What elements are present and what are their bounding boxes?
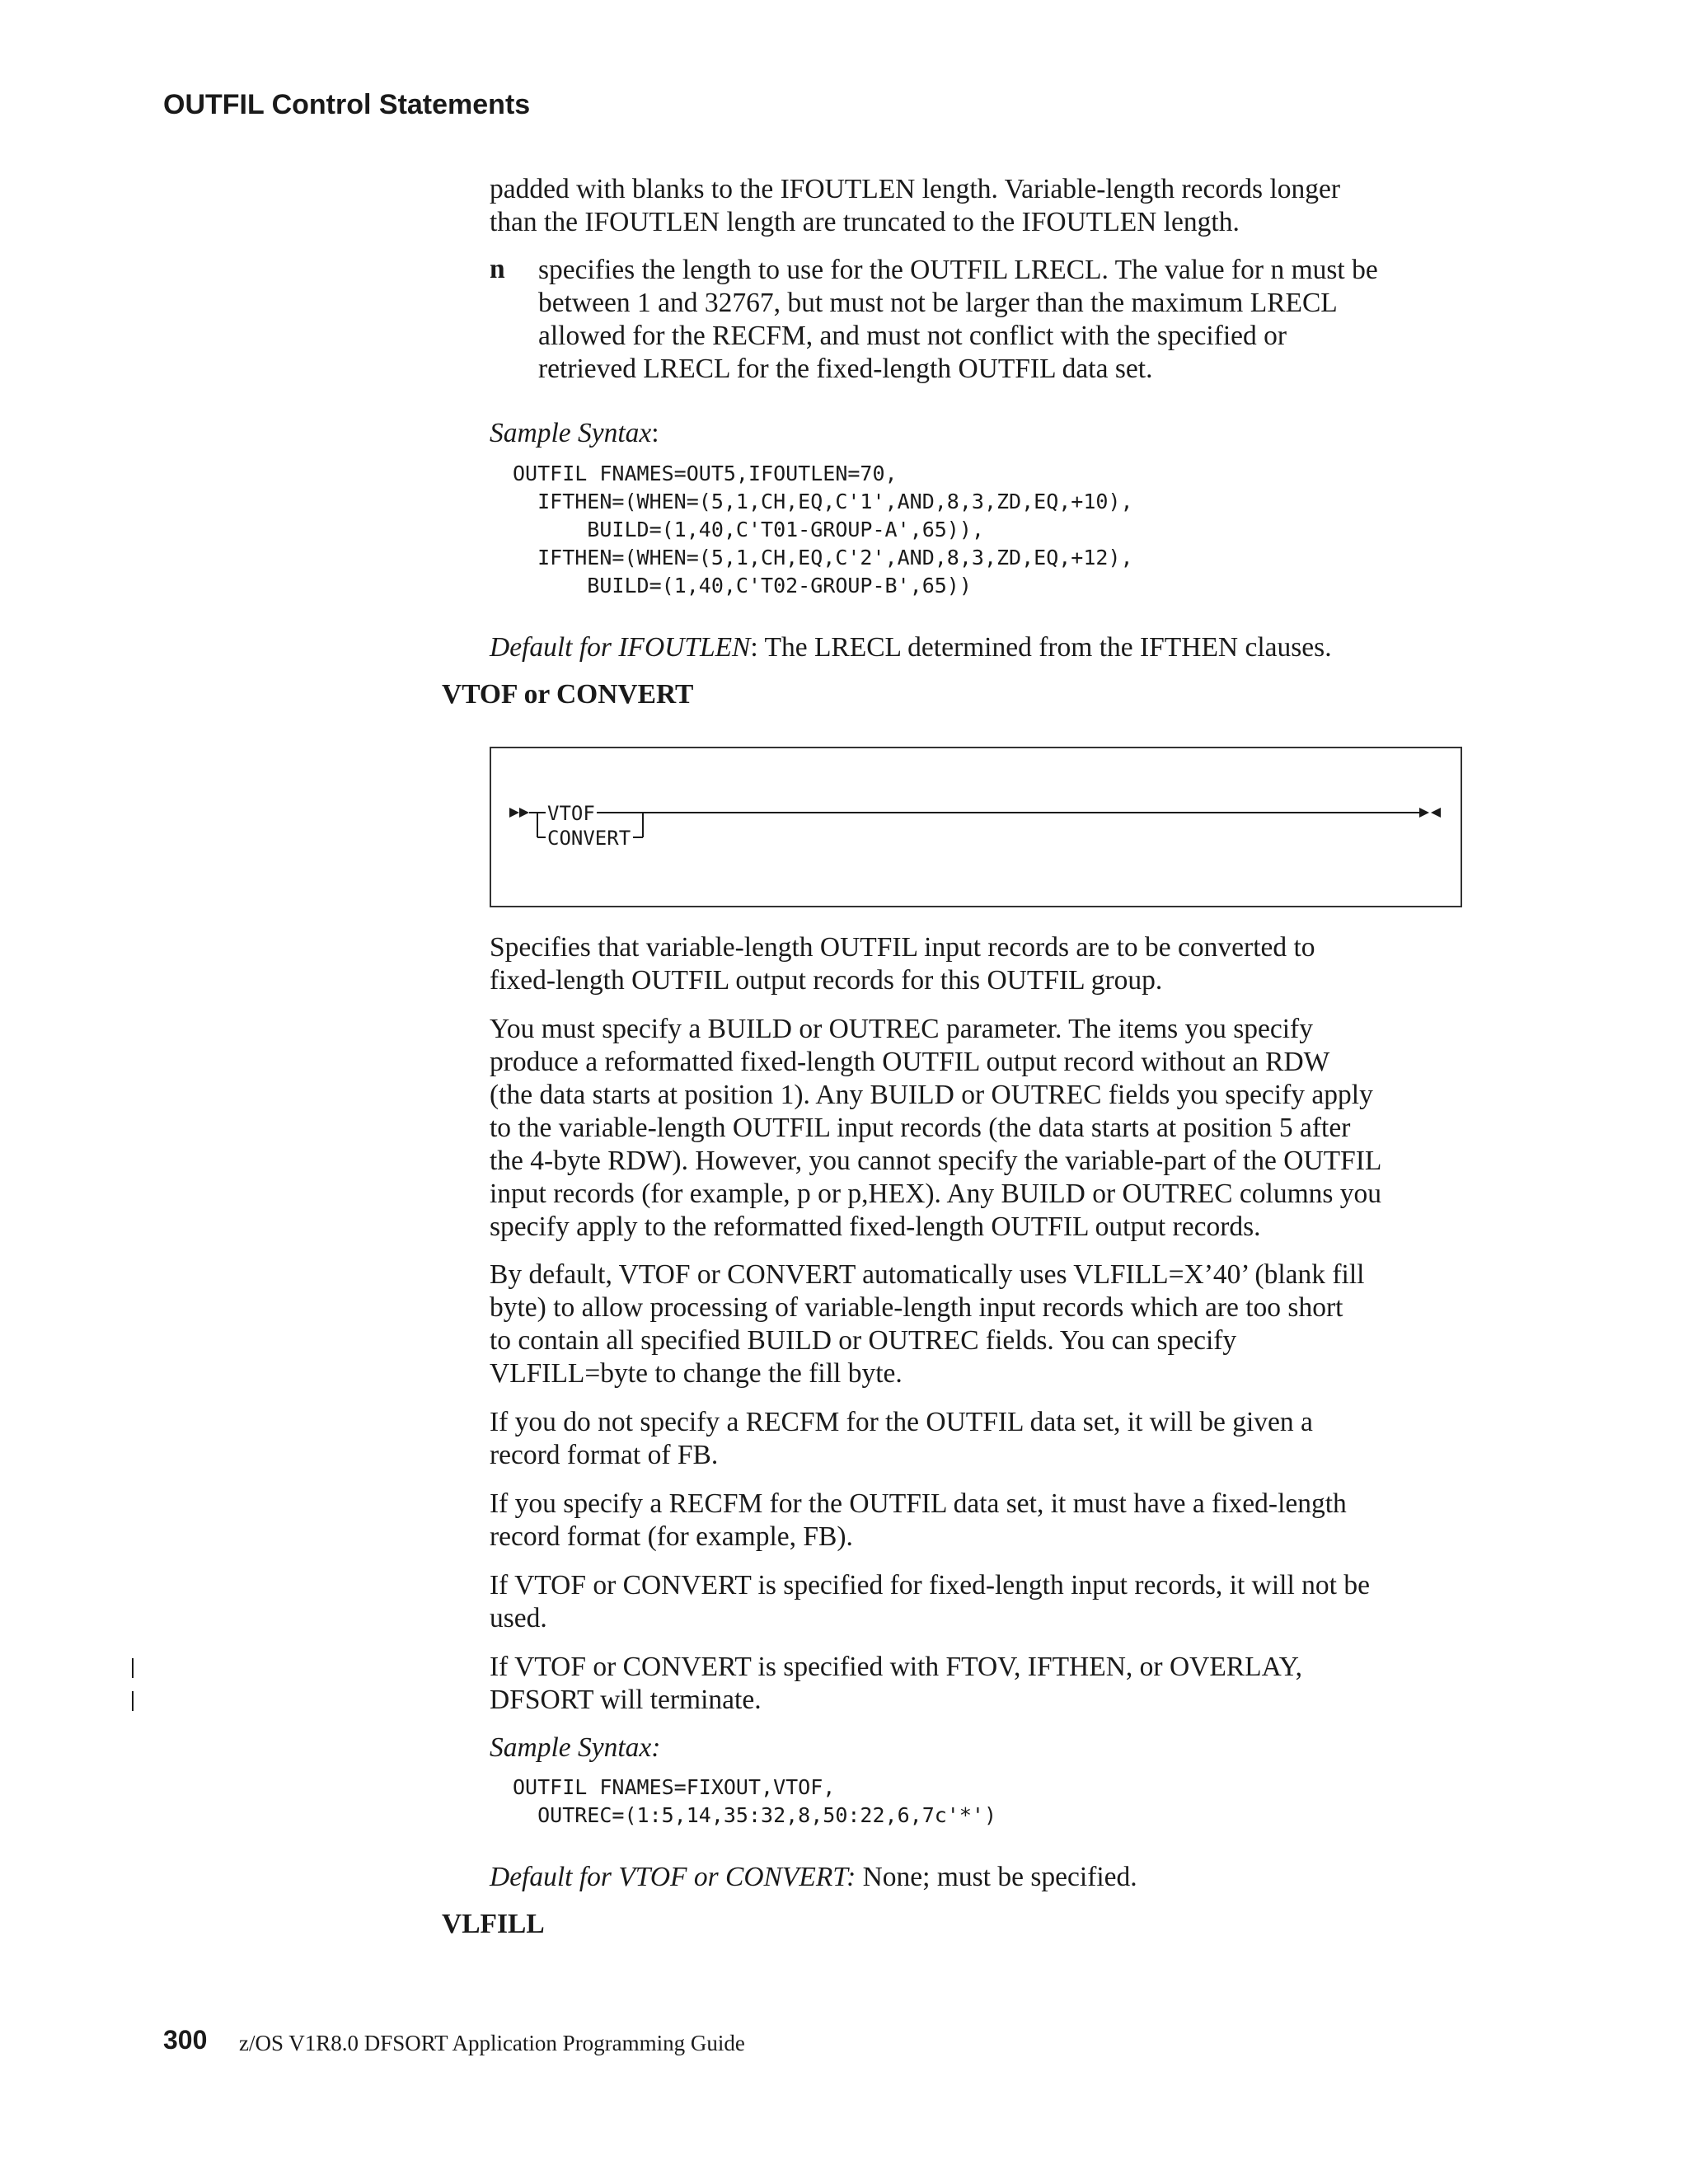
n-term: n <box>490 254 505 284</box>
text-line: to the variable-length OUTFIL input records (the data starts at position 5 after <box>490 1113 1351 1143</box>
intro-line: padded with blanks to the IFOUTLEN length. Variable-length records longer <box>490 174 1341 204</box>
text-line: If VTOF or CONVERT is specified with FTOV, IFTHEN, or OVERLAY, <box>490 1652 1302 1682</box>
vtof-paragraph <box>490 1258 1479 1390</box>
vtof-paragraph <box>490 1488 1479 1554</box>
text-line: If VTOF or CONVERT is specified for fixed-length input records, it will not be <box>490 1570 1370 1601</box>
n-definition <box>538 254 1494 386</box>
text-line: used. <box>490 1603 547 1633</box>
book-title: z/OS V1R8.0 DFSORT Application Programming Guide <box>239 2031 745 2055</box>
default-vtof-label: Default for VTOF or CONVERT: <box>490 1862 856 1892</box>
n-def-line: allowed for the RECFM, and must not conflict with the specified or <box>538 321 1287 351</box>
sample-code-2 <box>513 1774 996 1830</box>
text-line: record format (for example, FB). <box>490 1521 853 1552</box>
text-line: byte) to allow processing of variable-length input records which are too short <box>490 1292 1343 1323</box>
revision-bar <box>132 1658 134 1678</box>
text-line: input records (for example, p or p,HEX). Any BUILD or OUTREC columns you <box>490 1179 1382 1209</box>
text-line: fixed-length OUTFIL output records for this OUTFIL group. <box>490 965 1163 996</box>
sample-syntax-label-1: Sample Syntax: <box>490 418 659 448</box>
diagram-end-arrow <box>1431 808 1441 818</box>
revision-bar <box>132 1691 134 1711</box>
diagram-end-arrow <box>1419 808 1429 818</box>
text-line: produce a reformatted fixed-length OUTFIL output record without an RDW <box>490 1047 1330 1077</box>
text-line: DFSORT will terminate. <box>490 1685 762 1715</box>
syntax-diagram <box>490 747 1462 907</box>
default-ifoutlen <box>490 631 1479 664</box>
intro-paragraph <box>490 173 1479 239</box>
vtof-paragraph <box>490 1651 1479 1717</box>
default-ifoutlen-text: : The LRECL determined from the IFTHEN clauses. <box>750 632 1332 663</box>
default-vtof <box>490 1861 1479 1894</box>
text-line: record format of FB. <box>490 1440 719 1470</box>
vtof-paragraph <box>490 1569 1479 1635</box>
vtof-paragraph <box>490 1013 1479 1244</box>
code-line: IFTHEN=(WHEN=(5,1,CH,EQ,C'1',AND,8,3,ZD,EQ,+10), <box>513 490 1133 513</box>
code-line: OUTFIL FNAMES=FIXOUT,VTOF, <box>513 1775 836 1799</box>
intro-line: than the IFOUTLEN length are truncated to the IFOUTLEN length. <box>490 207 1240 237</box>
diagram-start-arrow <box>519 808 529 818</box>
running-header: OUTFIL Control Statements <box>163 89 531 120</box>
text-line: the 4-byte RDW). However, you cannot specify the variable-part of the OUTFIL <box>490 1146 1382 1176</box>
section-heading-vlfill: VLFILL <box>442 1909 545 1939</box>
n-def-line: between 1 and 32767, but must not be larger than the maximum LRECL <box>538 288 1338 318</box>
code-line: OUTREC=(1:5,14,35:32,8,50:22,6,7c'*') <box>513 1803 996 1827</box>
text-line: to contain all specified BUILD or OUTREC fields. You can specify <box>490 1325 1237 1356</box>
page-number: 300 <box>163 2025 208 2055</box>
default-vtof-text: None; must be specified. <box>856 1862 1137 1892</box>
code-line: BUILD=(1,40,C'T02-GROUP-B',65)) <box>513 574 972 598</box>
text-line: You must specify a BUILD or OUTREC parameter. The items you specify <box>490 1014 1313 1044</box>
section-heading-vtof: VTOF or CONVERT <box>442 679 694 710</box>
sample-code-1 <box>513 460 1133 600</box>
code-line: OUTFIL FNAMES=OUT5,IFOUTLEN=70, <box>513 462 898 485</box>
text-line: VLFILL=byte to change the fill byte. <box>490 1358 903 1389</box>
text-line: If you specify a RECFM for the OUTFIL data set, it must have a fixed-length <box>490 1488 1347 1519</box>
default-ifoutlen-label: Default for IFOUTLEN <box>490 632 751 663</box>
text-line: specify apply to the reformatted fixed-length OUTFIL output records. <box>490 1212 1261 1242</box>
diagram-option-vtof: VTOF <box>547 802 595 825</box>
text-line: If you do not specify a RECFM for the OUTFIL data set, it will be given a <box>490 1407 1313 1437</box>
text-line: (the data starts at position 1). Any BUILD or OUTREC fields you specify apply <box>490 1080 1373 1110</box>
text-line: Specifies that variable-length OUTFIL input records are to be converted to <box>490 932 1315 963</box>
code-line: IFTHEN=(WHEN=(5,1,CH,EQ,C'2',AND,8,3,ZD,EQ,+12), <box>513 546 1133 569</box>
n-def-line: retrieved LRECL for the fixed-length OUTFIL data set. <box>538 354 1153 384</box>
vtof-paragraph <box>490 931 1479 997</box>
diagram-option-convert: CONVERT <box>547 827 631 850</box>
text-line: By default, VTOF or CONVERT automatically uses VLFILL=X’40’ (blank fill <box>490 1259 1365 1290</box>
vtof-paragraph <box>490 1406 1479 1472</box>
sample-syntax-label-2: Sample Syntax: <box>490 1732 661 1763</box>
syntax-diagram-svg <box>491 748 1464 909</box>
diagram-start-arrow <box>509 808 519 818</box>
n-def-line: specifies the length to use for the OUTFIL LRECL. The value for n must be <box>538 255 1378 285</box>
code-line: BUILD=(1,40,C'T01-GROUP-A',65)), <box>513 518 984 541</box>
